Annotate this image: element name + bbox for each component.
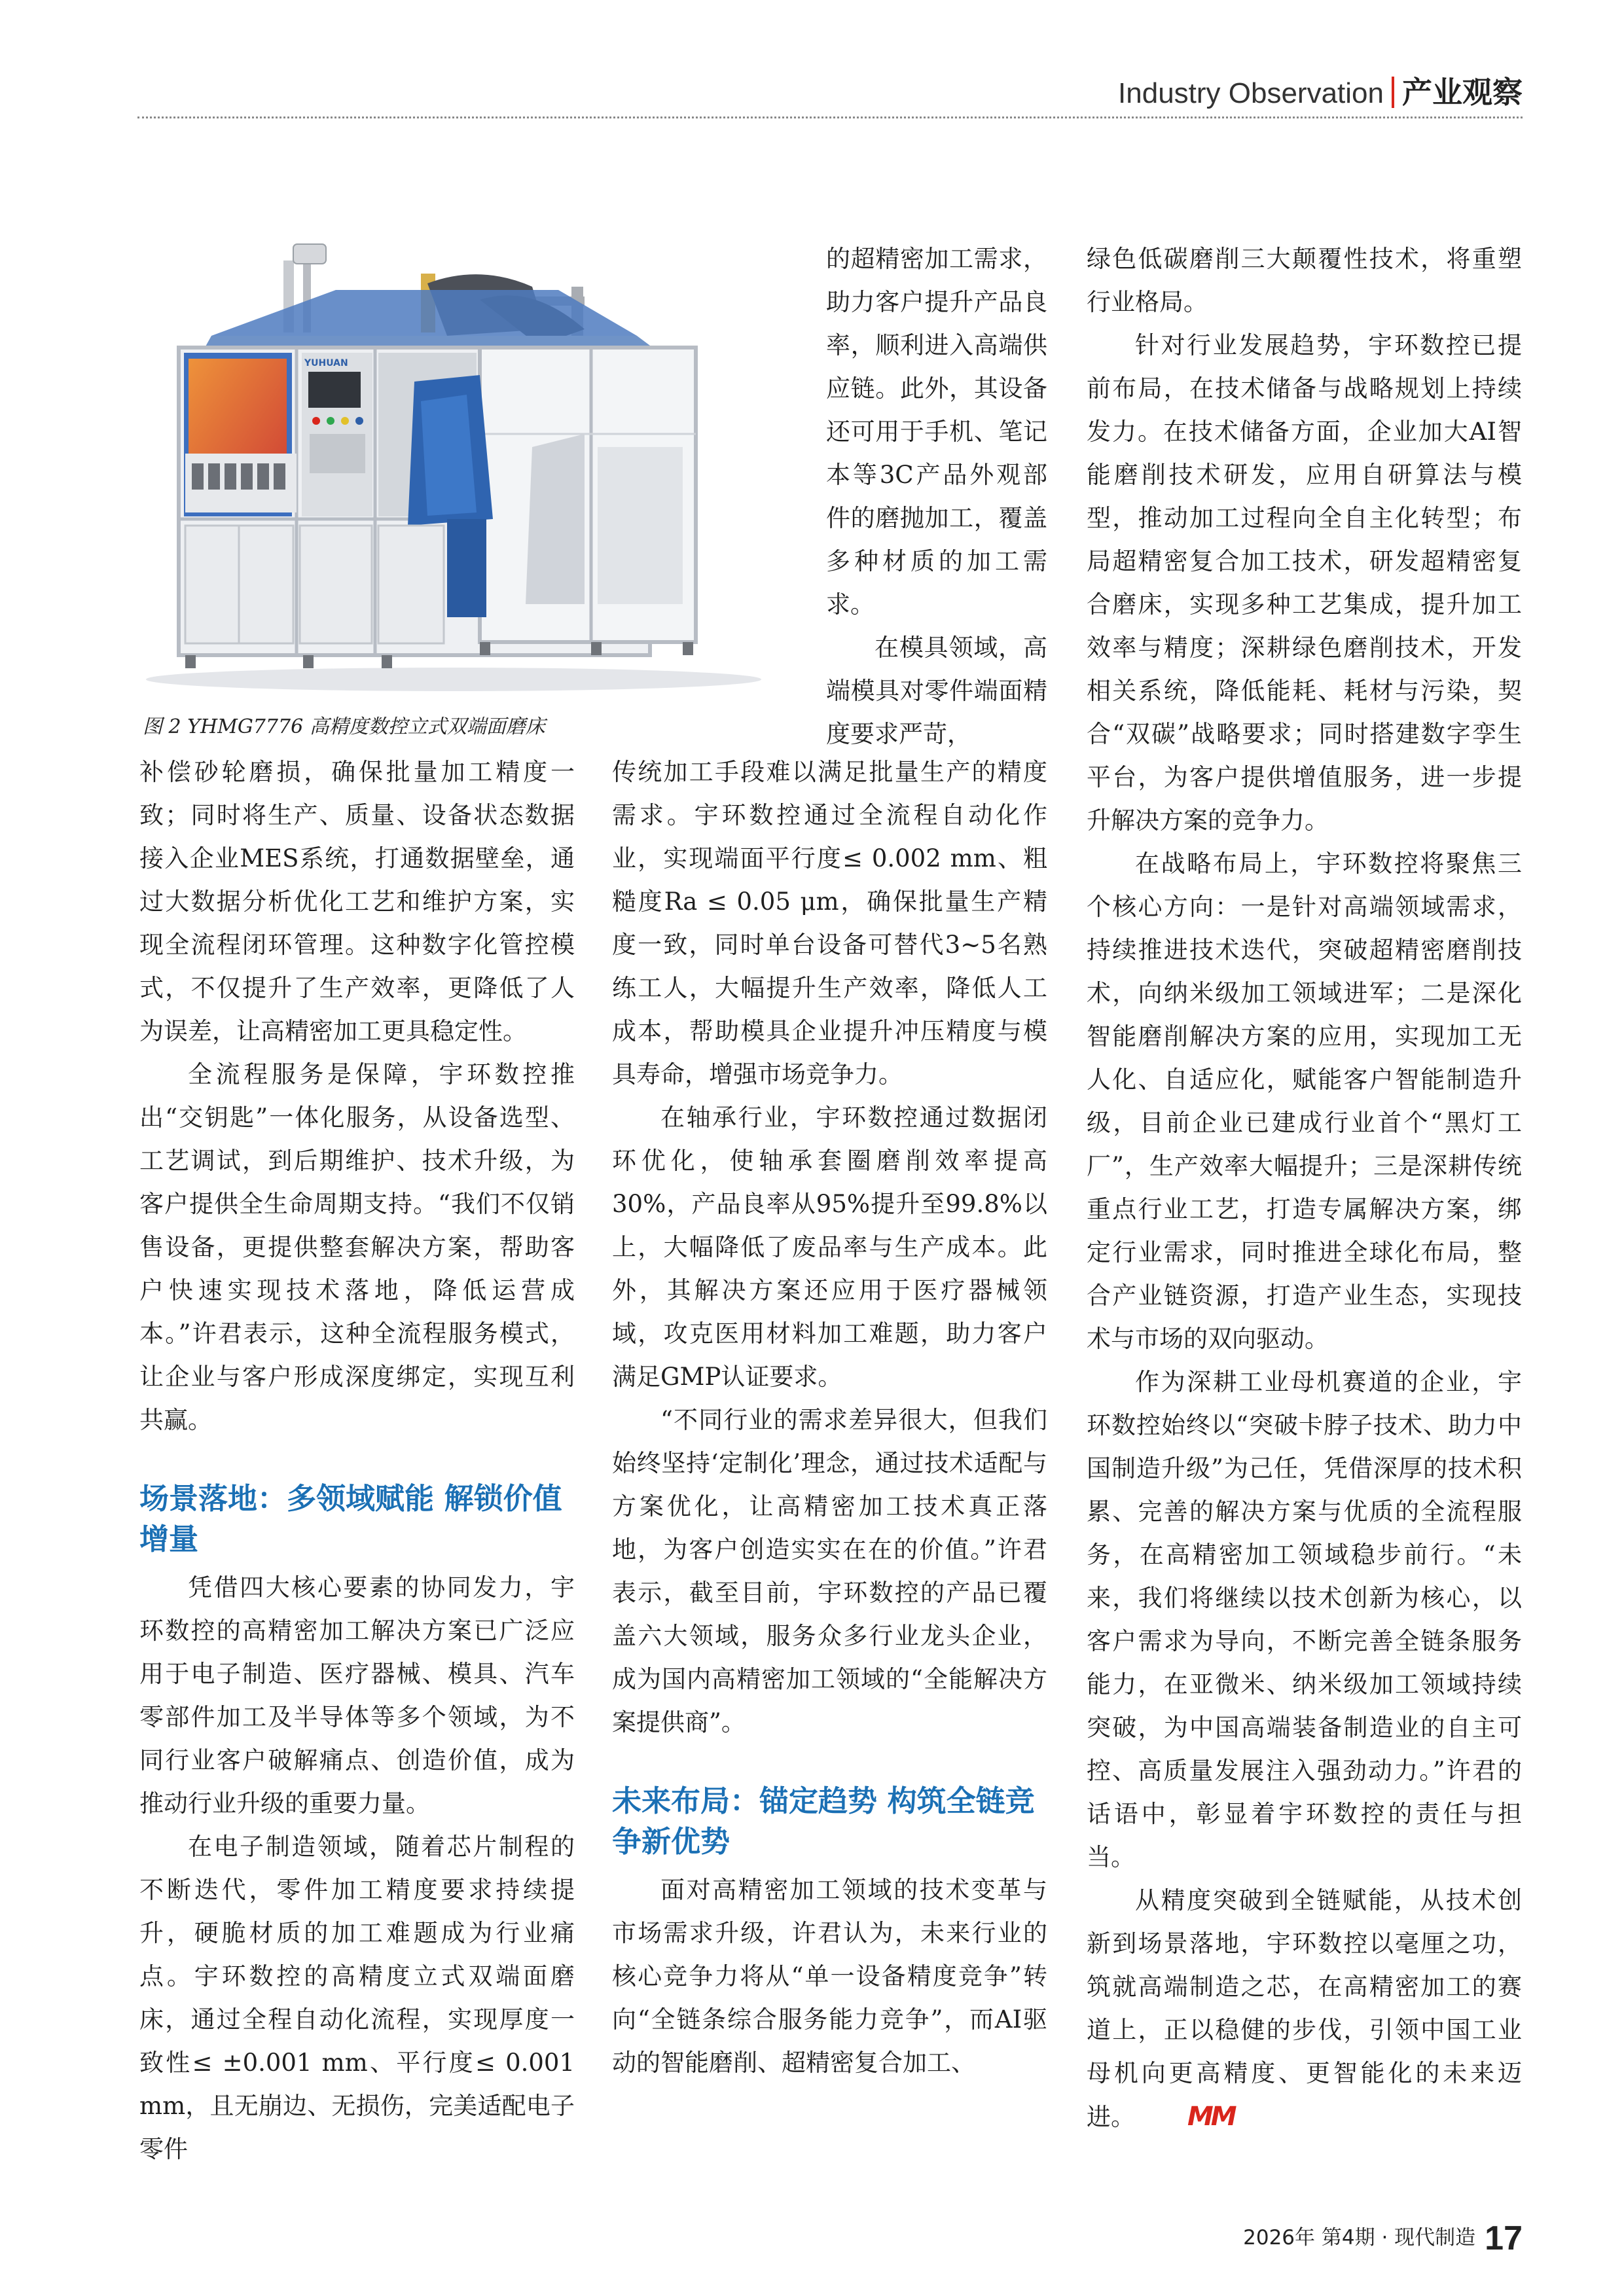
paragraph: 在轴承行业，宇环数控通过数据闭环优化，使轴承套圈磨削效率提高30%，产品良率从95%提升至99.8%以上，大幅降低了废品率与生产成本。此外，其解决方案还应用于医疗器械领域，攻克医用材料加工难题，助力客户满足GMP认证要求。 xyxy=(612,1103,1047,1391)
paragraph: 作为深耕工业母机赛道的企业，宇环数控始终以“突破卡脖子技术、助力中国制造升级”为己任，凭借深厚的技术积累、完善的解决方案与优质的全流程服务，在高精密加工领域稳步前行。“未来，我们将继续以技术创新为核心，以客户需求为导向，不断完善全链条服务能力，在亚微米、纳米级加工领域持续突破，为中国高端装备制造业的自主可控、高质量发展注入强劲动力。”许君的话语中，彰显着宇环数控的责任与担当。 xyxy=(1087,1368,1522,1871)
paragraph xyxy=(1087,1879,1522,2139)
paragraph: 凭借四大核心要素的协同发力，宇环数控的高精密加工解决方案已广泛应用于电子制造、医疗器械、模具、汽车零部件加工及半导体等多个领域，为不同行业客户破解痛点、创造价值，成为推动行业升级的重要力量。 xyxy=(139,1573,575,1818)
machine-figure xyxy=(139,238,794,709)
figure-caption: 图 2 YHMG7776 高精度数控立式双端面磨床 xyxy=(143,715,545,738)
paragraph: 在战略布局上，宇环数控将聚焦三个核心方向：一是针对高端领域需求，持续推进技术迭代，突破超精密磨削技术，向纳米级加工领域进军；二是深化智能磨削解决方案的应用，实现加工无人化、自适应化，赋能客户智能制造升级，目前企业已建成行业首个“黑灯工厂”，生产效率大幅提升；三是深耕传统重点行业工艺，打造专属解决方案，绑定行业需求，同时推进全球化布局，整合产业链资源，打造产业生态，实现技术与市场的双向驱动。 xyxy=(1087,850,1522,1353)
machine-brand-label: YUHUAN xyxy=(304,358,348,368)
mm-end-mark-icon: MM xyxy=(1187,2102,1235,2132)
paragraph: 在电子制造领域，随着芯片制程的不断迭代，零件加工精度要求持续提升，硬脆材质的加工难题成为行业痛点。宇环数控的高精度立式双端面磨床，通过全程自动化流程，实现厚度一致性≤ ±0.001 mm、平行度≤ 0.001 mm，且无崩边、无损伤，完美适配电子零件 xyxy=(139,1833,575,2163)
header-section-cn: 产业观察 xyxy=(1402,75,1523,110)
page-number: 17 xyxy=(1485,2219,1523,2257)
paragraph: 面对高精密加工领域的技术变革与市场需求升级，许君认为，未来行业的核心竞争力将从“单一设备精度竞争”转向“全链条综合服务能力竞争”，而AI驱动的智能磨削、超精密复合加工、 xyxy=(612,1876,1047,2077)
paragraph: 全流程服务是保障，宇环数控推出“交钥匙”一体化服务，从设备选型、工艺调试，到后期维护、技术升级，为客户提供全生命周期支持。“我们不仅销售设备，更提供整套解决方案，帮助客户快速实现技术落地，降低运营成本。”许君表示，这种全流程服务模式，让企业与客户形成深度绑定，实现互利共赢。 xyxy=(139,1060,575,1434)
grinding-machine-illustration xyxy=(139,238,794,709)
header-divider xyxy=(1392,77,1394,108)
paragraph-text: 从精度突破到全链赋能，从技术创新到场景落地，宇环数控以毫厘之功，筑就高端制造之芯，在高精密加工的赛道上，正以稳健的步伐，引领中国工业母机向更高精度、更智能化的未来迈进。 xyxy=(1087,1886,1522,2131)
column-1 xyxy=(139,751,575,2171)
paragraph: 在模具领域，高端模具对零件端面精度要求严苛， xyxy=(826,634,1047,748)
column-3 xyxy=(1087,238,1522,2139)
running-header xyxy=(1118,69,1523,112)
column-2 xyxy=(612,751,1047,2085)
paragraph: 针对行业发展趋势，宇环数控已提前布局，在技术储备与战略规划上持续发力。在技术储备方面，企业加大AI智能磨削技术研发，应用自研算法与模型，推动加工过程向全自主化转型；布局超精密复合加工技术，研发超精密复合磨床，实现多种工艺集成，提升加工效率与精度；深耕绿色磨削技术，开发相关系统，降低能耗、耗材与污染，契合“双碳”战略要求；同时搭建数字孪生平台，为客户提供增值服务，进一步提升解决方案的竞争力。 xyxy=(1087,331,1522,834)
header-section-en: Industry Observation xyxy=(1118,77,1384,109)
paragraph: 的超精密加工需求，助力客户提升产品良率，顺利进入高端供应链。此外，其设备还可用于手机、笔记本等3C产品外观部件的磨抛加工，覆盖多种材质的加工需求。 xyxy=(826,245,1047,619)
column-2-upper xyxy=(826,238,1047,756)
paragraph: “不同行业的需求差异很大，但我们始终坚持‘定制化’理念，通过技术适配与方案优化，让高精密加工技术真正落地，为客户创造实实在在的价值。”许君表示，截至目前，宇环数控的产品已覆盖六大领域，服务众多行业龙头企业，成为国内高精密加工领域的“全能解决方案提供商”。 xyxy=(612,1406,1047,1736)
paragraph: 补偿砂轮磨损，确保批量加工精度一致；同时将生产、质量、设备状态数据接入企业MES系统，打通数据壁垒，通过大数据分析优化工艺和维护方案，实现全流程闭环管理。这种数字化管控模式，不仅提升了生产效率，更降低了人为误差，让高精密加工更具稳定性。 xyxy=(139,758,575,1045)
header-dotted-rule xyxy=(137,117,1523,118)
paragraph: 传统加工手段难以满足批量生产的精度需求。宇环数控通过全流程自动化作业，实现端面平行度≤ 0.002 mm、粗糙度Ra ≤ 0.05 μm，确保批量生产精度一致，同时单台设备可替代3~5名熟练工人，大幅提升生产效率，降低人工成本，帮助模具企业提升冲压精度与模具寿命，增强市场竞争力。 xyxy=(612,758,1047,1088)
issue-info: 2026年 第4期 · 现代制造 xyxy=(1243,2226,1476,2250)
section-heading: 未来布局：锚定趋势 构筑全链竞争新优势 xyxy=(612,1784,1035,1859)
section-heading: 场景落地：多领域赋能 解锁价值增量 xyxy=(139,1481,562,1556)
paragraph: 绿色低碳磨削三大颠覆性技术，将重塑行业格局。 xyxy=(1087,245,1522,316)
page-footer xyxy=(1243,2219,1523,2258)
